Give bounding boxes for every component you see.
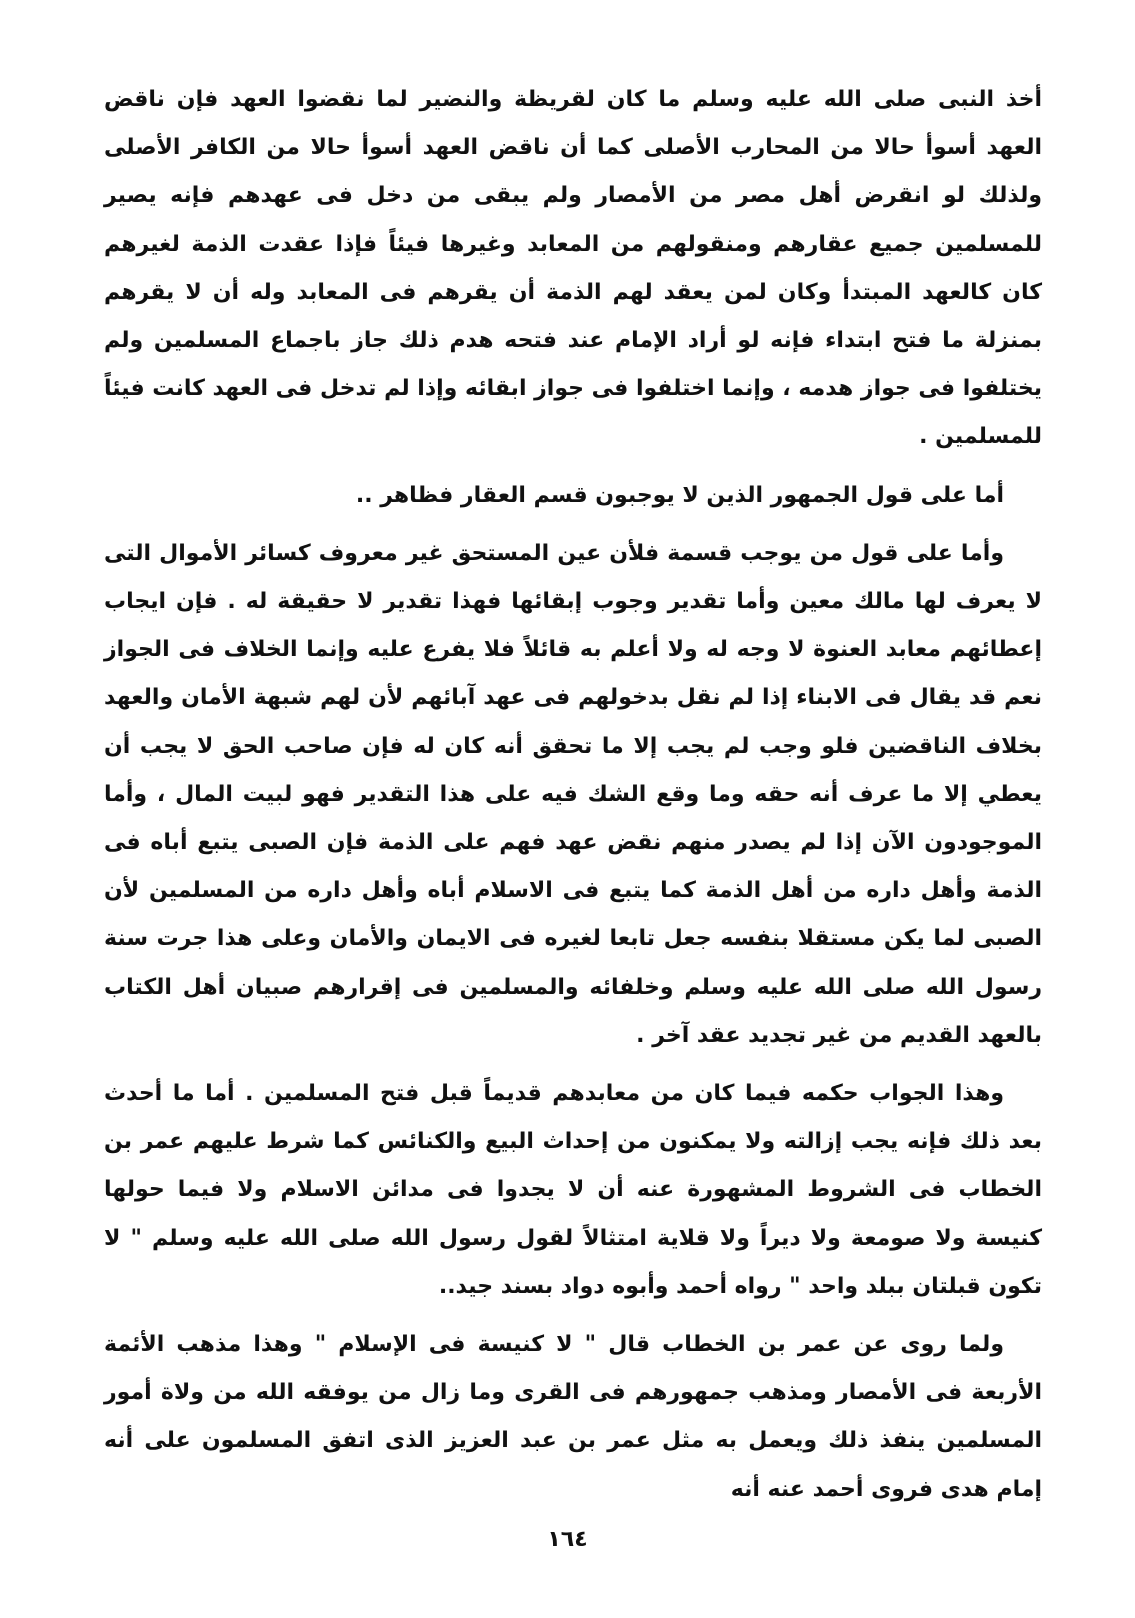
paragraph-5: ولما روى عن عمر بن الخطاب قال " لا كنيسة فى الإسلام " وهذا مذهب الأئمة الأربعة فى الأمصار ومذهب جمهورهم فى القرى وما زال من يوفقه الله من ولاة أمور المسلمين ينفذ ذلك ويعمل به مثل عمر بن عبد العزيز الذى اتفق المسلمون على أنه إمام هدى فروى أحمد عنه أنه (104, 1332, 1042, 1502)
paragraph-4: وهذا الجواب حكمه فيما كان من معابدهم قديماً قبل فتح المسلمين . أما ما أحدث بعد ذلك فإنه يجب إزالته ولا يمكنون من إحداث البيع والكنائس كما شرط عليهم عمر بن الخطاب فى الشروط المشهورة عنه أن لا يجدوا فى مدائن الاسلام ولا فيما حولها كنيسة ولا صومعة ولا ديراً ولا قلاية امتثالاً لقول رسول الله صلى الله عليه وسلم " لا تكون قبلتان ببلد واحد " رواه أحمد وأبوه دواد بسند جيد.. (104, 1081, 1042, 1299)
paragraph-3: وأما على قول من يوجب قسمة فلأن عين المستحق غير معروف كسائر الأموال التى لا يعرف لها مالك معين وأما تقدير وجوب إبقائها فهذا تقدير لا حقيقة له . فإن ايجاب إعطائهم معابد العنوة لا وجه له ولا أعلم به قائلاً فلا يفرع عليه وإنما الخلاف فى الجواز نعم قد يقال فى الابناء إذا لم نقل بدخولهم فى عهد آبائهم لأن لهم شبهة الأمان والعهد بخلاف الناقضين فلو وجب لم يجب إلا ما تحقق أنه كان له فإن صاحب الحق لا يجب أن يعطي إلا ما عرف أنه حقه وما وقع الشك فيه على هذا التقدير فهو لبيت المال ، وأما الموجودون الآن إذا لم يصدر منهم نقض عهد فهم على الذمة فإن الصبى يتبع أباه فى الذمة وأهل داره من أهل الذمة كما يتبع فى الاسلام أباه وأهل داره من المسلمين لأن الصبى لما يكن مستقلا بنفسه جعل تابعا لغيره فى الايمان والأمان وعلى هذا جرت سنة رسول الله صلى الله عليه وسلم وخلفائه والمسلمين فى إقرارهم صبيان أهل الكتاب بالعهد القديم من غير تجديد عقد آخر . (104, 540, 1042, 1048)
body-text (104, 76, 1042, 1524)
page-number: ١٦٤ (547, 1527, 588, 1552)
paragraph-1: أخذ النبى صلى الله عليه وسلم ما كان لقريظة والنضير لما نقضوا العهد فإن ناقض العهد أسوأ حالا من المحارب الأصلى كما أن ناقض العهد أسوأ حالا من الكافر الأصلى ولذلك لو انقرض أهل مصر من الأمصار ولم يبقى من دخل فى عهدهم فإنه يصير للمسلمين جميع عقارهم ومنقولهم من المعابد وغيرها فيئاً فإذا عقدت الذمة لغيرهم كان كالعهد المبتدأ وكان لمن يعقد لهم الذمة أن يقرهم فى المعابد وله أن لا يقرهم بمنزلة ما فتح ابتداء فإنه لو أراد الإمام عند فتحه هدم ذلك جاز باجماع المسلمين ولم يختلفوا فى جواز هدمه ، وإنما اختلفوا فى جواز ابقائه وإذا لم تدخل فى العهد كانت فيئاً للمسلمين . (104, 87, 1042, 450)
paragraph-2: أما على قول الجمهور الذين لا يوجبون قسم العقار فظاهر .. (355, 482, 1004, 508)
